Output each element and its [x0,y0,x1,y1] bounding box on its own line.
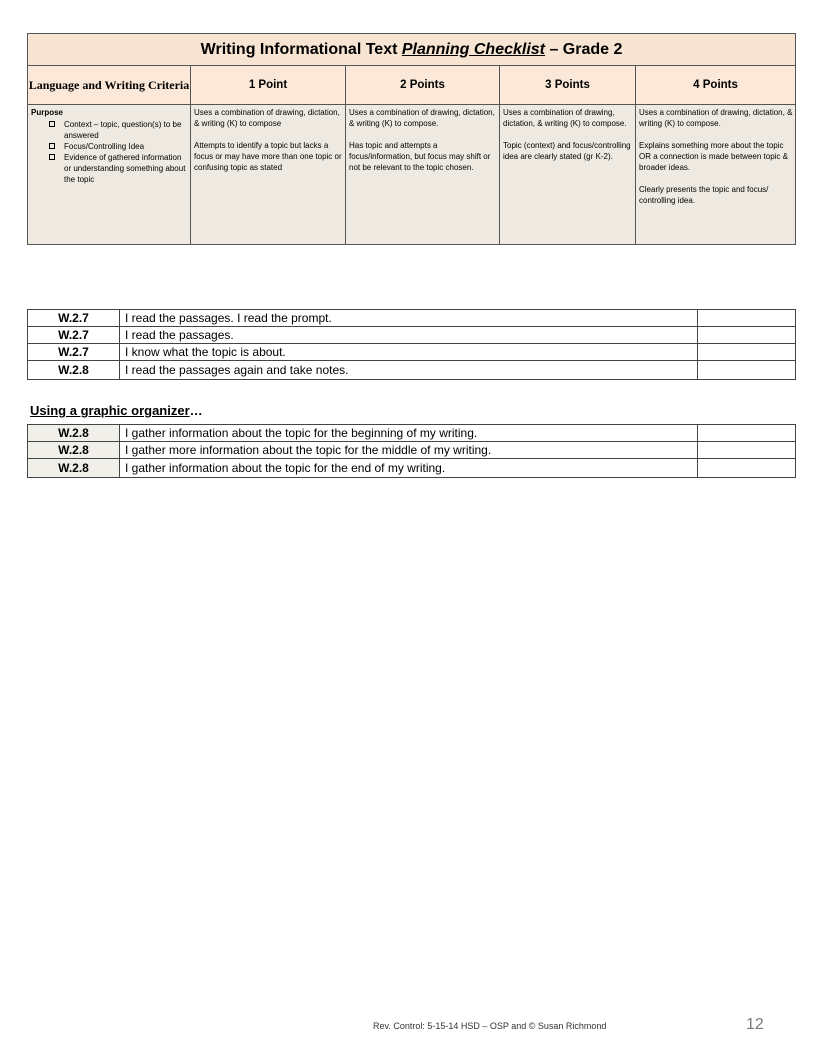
checkbox-icon [49,154,55,160]
cell-3-para2: Topic (context) and focus/controlling idea are clearly stated (gr K-2). [503,141,631,161]
purpose-item [31,141,188,152]
header-1-point: 1 Point [191,66,346,105]
checklist-text: I gather information about the topic for the end of my writing. [120,459,698,478]
purpose-item-text: Evidence of gathered information or understanding something about the topic [64,153,186,184]
rubric-table [27,33,796,245]
standard-code: W.2.8 [28,459,120,478]
table-row [28,361,796,380]
check-box-cell[interactable] [698,459,796,478]
checklist-text: I read the passages. I read the prompt. [120,310,698,327]
cell-4-para3: Clearly presents the topic and focus/ controlling idea. [639,185,769,205]
checklist-text: I gather more information about the topic for the middle of my writing. [120,442,698,459]
checklist-text: I read the passages again and take notes. [120,361,698,380]
organizer-checklist [27,424,796,478]
checklist-text: I know what the topic is about. [120,344,698,361]
organizer-suffix: … [189,403,203,418]
reading-checklist [27,309,796,380]
checkbox-icon [49,143,55,149]
cell-1-point [191,105,346,245]
check-box-cell[interactable] [698,344,796,361]
title-prefix: Writing Informational Text [200,40,402,58]
cell-4-para2: Explains something more about the topic OR a connection is made between topic & broader ideas. [639,141,788,172]
standard-code: W.2.8 [28,442,120,459]
purpose-list [31,119,188,185]
purpose-item-text: Focus/Controlling Idea [64,142,145,151]
table-row [28,459,796,478]
table-row [28,310,796,327]
purpose-cell [28,105,191,245]
header-criteria: Language and Writing Criteria [28,66,191,105]
checkbox-icon [49,121,55,127]
standard-code: W.2.8 [28,425,120,442]
cell-4-para1: Uses a combination of drawing, dictation, & writing (K) to compose. [639,108,793,128]
check-box-cell[interactable] [698,310,796,327]
header-3-points: 3 Points [500,66,636,105]
cell-1-para2: Attempts to identify a topic but lacks a focus or may have more than one topic or confusing topic as stated [194,141,342,172]
title-emphasis: Planning Checklist [401,40,545,58]
table-row [28,442,796,459]
organizer-heading [30,403,203,418]
cell-3-points [500,105,636,245]
purpose-item [31,119,188,141]
check-box-cell[interactable] [698,327,796,344]
table-row [28,425,796,442]
table-row [28,344,796,361]
standard-code: W.2.7 [28,310,120,327]
check-box-cell[interactable] [698,425,796,442]
cell-2-para1: Uses a combination of drawing, dictation, & writing (K) to compose. [349,108,495,128]
check-box-cell[interactable] [698,442,796,459]
purpose-title: Purpose [31,108,64,117]
cell-1-para1: Uses a combination of drawing, dictation, & writing (K) to compose [194,108,340,128]
title-suffix: – Grade 2 [545,40,623,58]
checklist-text: I gather information about the topic for the beginning of my writing. [120,425,698,442]
organizer-label: Using a graphic organizer [30,403,190,418]
revision-footer: Rev. Control: 5-15-14 HSD – OSP and © Susan Richmond [373,1021,607,1031]
standard-code: W.2.8 [28,361,120,380]
purpose-item [31,152,188,185]
purpose-item-text: Context – topic, question(s) to be answered [64,120,182,140]
table-row [28,327,796,344]
standard-code: W.2.7 [28,327,120,344]
header-2-points: 2 Points [346,66,500,105]
checklist-text: I read the passages. [120,327,698,344]
standard-code: W.2.7 [28,344,120,361]
page-number: 12 [746,1016,764,1033]
rubric-title [28,34,796,66]
cell-4-points [636,105,796,245]
cell-3-para1: Uses a combination of drawing, dictation, & writing (K) to compose. [503,108,627,128]
cell-2-para2: Has topic and attempts a focus/information, but focus may shift or not be relevant to the topic chosen. [349,141,491,172]
check-box-cell[interactable] [698,361,796,380]
header-4-points: 4 Points [636,66,796,105]
cell-2-points [346,105,500,245]
